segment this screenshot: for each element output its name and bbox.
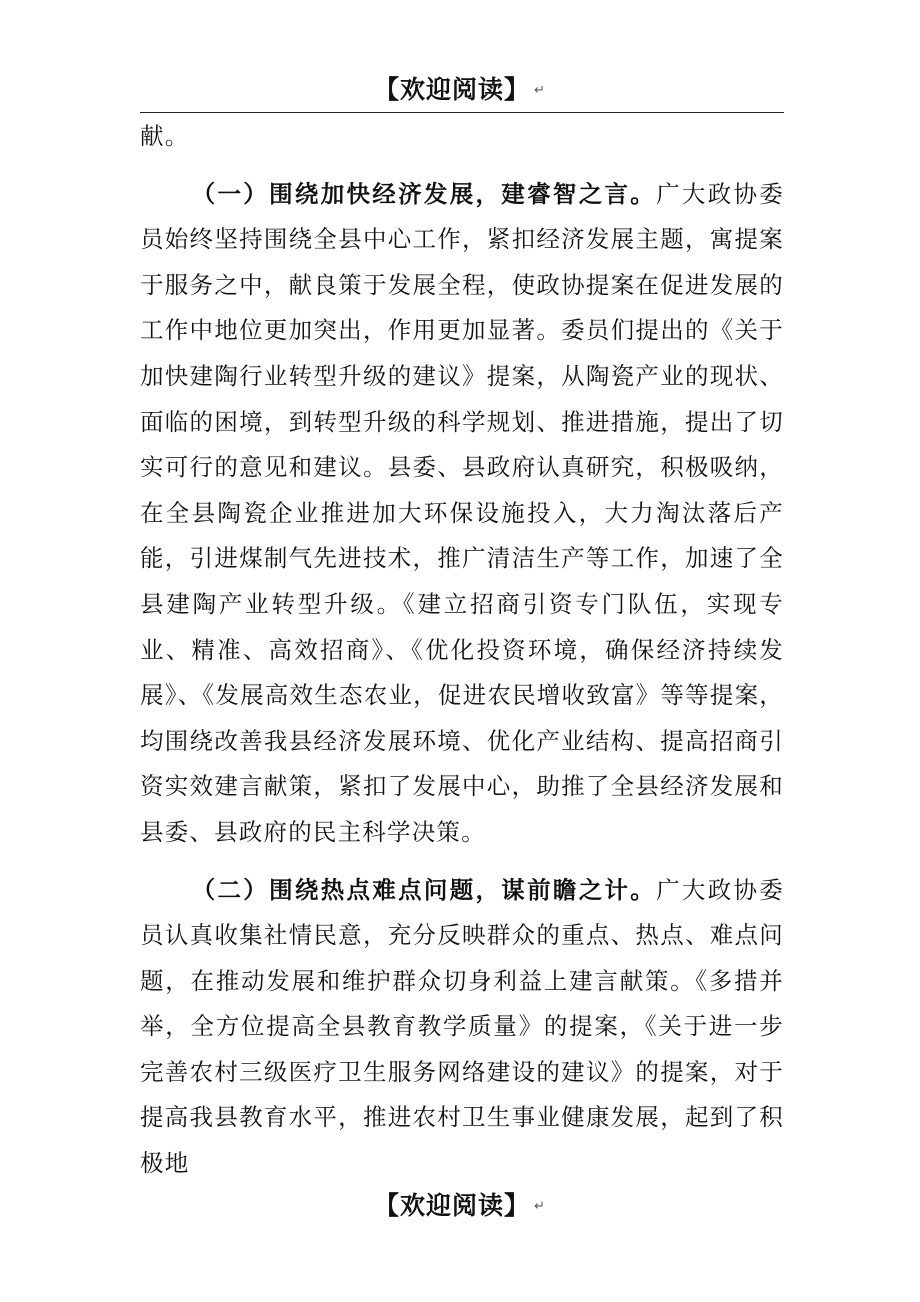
paragraph-text: 广大政协委员认真收集社情民意，充分反映群众的重点、热点、难点问题，在推动发展和维护群众切身利益上建言献策。《多措并举，全方位提高全县教育教学质量》的提案，《关于进一步完善农村三级医疗卫生服务网络建设的建议》的提案，对于提高我县教育水平，推进农村卫生事业健康发展，起到了积极地 <box>140 875 784 1178</box>
paragraph-mark-icon: ↵ <box>534 83 546 98</box>
document-body <box>140 114 784 1187</box>
footer-title: 【欢迎阅读】 <box>374 1191 531 1220</box>
section-heading-1: （一）围绕加快经济发展，建睿智之言。 <box>191 179 657 208</box>
section-heading-2: （二）围绕热点难点问题，谋前瞻之计。 <box>191 875 657 904</box>
page-header <box>0 70 920 111</box>
header-title: 【欢迎阅读】 <box>374 75 531 104</box>
paragraph-continuation <box>140 114 784 160</box>
paragraph-economic-development <box>140 172 784 856</box>
page-footer <box>0 1186 920 1227</box>
paragraph-hotspot-issues <box>140 868 784 1187</box>
paragraph-text: 献。 <box>140 122 190 150</box>
header-divider <box>140 112 784 113</box>
paragraph-text: 广大政协委员始终坚持围绕全县中心工作，紧扣经济发展主题，寓提案于服务之中，献良策于发展全程，使政协提案在促进发展的工作中地位更加突出，作用更加显著。委员们提出的《关于加快建陶行业转型升级的建议》提案，从陶瓷产业的现状、面临的困境，到转型升级的科学规划、推进措施，提出了切实可行的意见和建议。县委、县政府认真研究，积极吸纳，在全县陶瓷企业推进加大环保设施投入，大力淘汰落后产能，引进煤制气先进技术，推广清洁生产等工作，加速了全县建陶产业转型升级。《建立招商引资专门队伍，实现专业、精准、高效招商》、《优化投资环境，确保经济持续发展》、《发展高效生态农业，促进农民增收致富》等等提案，均围绕改善我县经济发展环境、优化产业结构、提高招商引资实效建言献策，紧扣了发展中心，助推了全县经济发展和县委、县政府的民主科学决策。 <box>140 179 784 846</box>
paragraph-mark-icon: ↵ <box>534 1199 546 1214</box>
